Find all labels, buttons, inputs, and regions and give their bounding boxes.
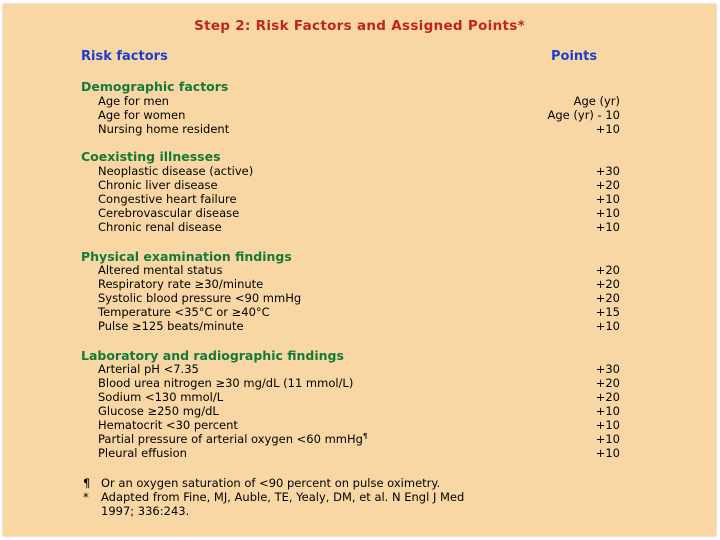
points-value: +10 — [595, 418, 620, 432]
risk-factor-label: Systolic blood pressure <90 mmHg — [98, 291, 302, 305]
table-row — [3, 164, 716, 178]
table-row — [3, 263, 716, 277]
footnote-mark: ¶ — [362, 432, 368, 441]
risk-factor-label: Temperature <35°C or ≥40°C — [98, 305, 270, 319]
footnote-1 — [83, 476, 440, 490]
points-value: +30 — [595, 164, 620, 178]
risk-factor-label: Pulse ≥125 beats/minute — [98, 319, 244, 333]
risk-factor-label: Chronic liver disease — [98, 178, 218, 192]
risk-factor-label: Neoplastic disease (active) — [98, 164, 254, 178]
header-points: Points — [551, 49, 598, 64]
table-row — [3, 178, 716, 192]
table-row — [3, 305, 716, 319]
points-value: +10 — [595, 206, 620, 220]
table-row — [3, 122, 716, 136]
section-heading-physical-exam: Physical examination findings — [81, 249, 292, 264]
table-row — [3, 446, 716, 460]
table-row — [3, 432, 716, 446]
header-risk-factors: Risk factors — [81, 49, 168, 64]
points-value: +20 — [595, 263, 620, 277]
points-value: +10 — [595, 192, 620, 206]
footnote-1-mark: ¶ — [83, 476, 91, 490]
table-row — [3, 418, 716, 432]
footnote-2-text: Adapted from Fine, MJ, Auble, TE, Yealy, DM, et al. N Engl J Med — [101, 490, 465, 504]
table-row — [3, 362, 716, 376]
risk-factor-label: Nursing home resident — [98, 122, 230, 136]
risk-factor-label: Blood urea nitrogen ≥30 mg/dL (11 mmol/L) — [98, 376, 354, 390]
risk-factor-label: Respiratory rate ≥30/minute — [98, 277, 264, 291]
risk-factor-label: Cerebrovascular disease — [98, 206, 240, 220]
table-row — [3, 390, 716, 404]
points-value: +10 — [595, 446, 620, 460]
table-row — [3, 376, 716, 390]
points-value: +20 — [595, 277, 620, 291]
table-row — [3, 94, 716, 108]
risk-factor-label: Age for men — [98, 94, 169, 108]
risk-factor-label: Glucose ≥250 mg/dL — [98, 404, 219, 418]
risk-factor-text: Partial pressure of arterial oxygen <60 mmHg — [98, 432, 363, 446]
table-row — [3, 291, 716, 305]
risk-factor-label: Hematocrit <30 percent — [98, 418, 238, 432]
table-row — [3, 192, 716, 206]
risk-factor-label: Arterial pH <7.35 — [98, 362, 199, 376]
points-value: +15 — [595, 305, 620, 319]
points-value: +20 — [595, 390, 620, 404]
slide — [3, 4, 716, 536]
points-value: +10 — [595, 319, 620, 333]
footnote-1-text: Or an oxygen saturation of <90 percent on pulse oximetry. — [101, 476, 441, 490]
table-row — [3, 404, 716, 418]
table-row — [3, 108, 716, 122]
footnote-2-continued: 1997; 336:243. — [101, 504, 190, 518]
risk-factor-label: Congestive heart failure — [98, 192, 237, 206]
points-value: +20 — [595, 291, 620, 305]
risk-factor-label: Chronic renal disease — [98, 220, 222, 234]
risk-factor-label — [98, 432, 367, 446]
table-row — [3, 206, 716, 220]
table-row — [3, 319, 716, 333]
footnote-2-mark: * — [83, 490, 89, 504]
points-value: Age (yr) — [573, 94, 620, 108]
points-value: +10 — [595, 220, 620, 234]
footnote-2 — [83, 490, 464, 504]
risk-factor-label: Sodium <130 mmol/L — [98, 390, 224, 404]
points-value: +10 — [595, 404, 620, 418]
slide-title: Step 2: Risk Factors and Assigned Points* — [194, 18, 525, 34]
risk-factor-label: Altered mental status — [98, 263, 223, 277]
points-value: Age (yr) - 10 — [547, 108, 620, 122]
points-value: +10 — [595, 432, 620, 446]
points-value: +20 — [595, 178, 620, 192]
table-row — [3, 220, 716, 234]
section-heading-lab-radiographic: Laboratory and radiographic findings — [81, 348, 344, 363]
risk-factor-label: Age for women — [98, 108, 186, 122]
points-value: +10 — [595, 122, 620, 136]
section-heading-coexisting-illnesses: Coexisting illnesses — [81, 149, 221, 164]
risk-factor-label: Pleural effusion — [98, 446, 187, 460]
points-value: +20 — [595, 376, 620, 390]
table-row — [3, 277, 716, 291]
section-heading-demographic: Demographic factors — [81, 79, 229, 94]
points-value: +30 — [595, 362, 620, 376]
